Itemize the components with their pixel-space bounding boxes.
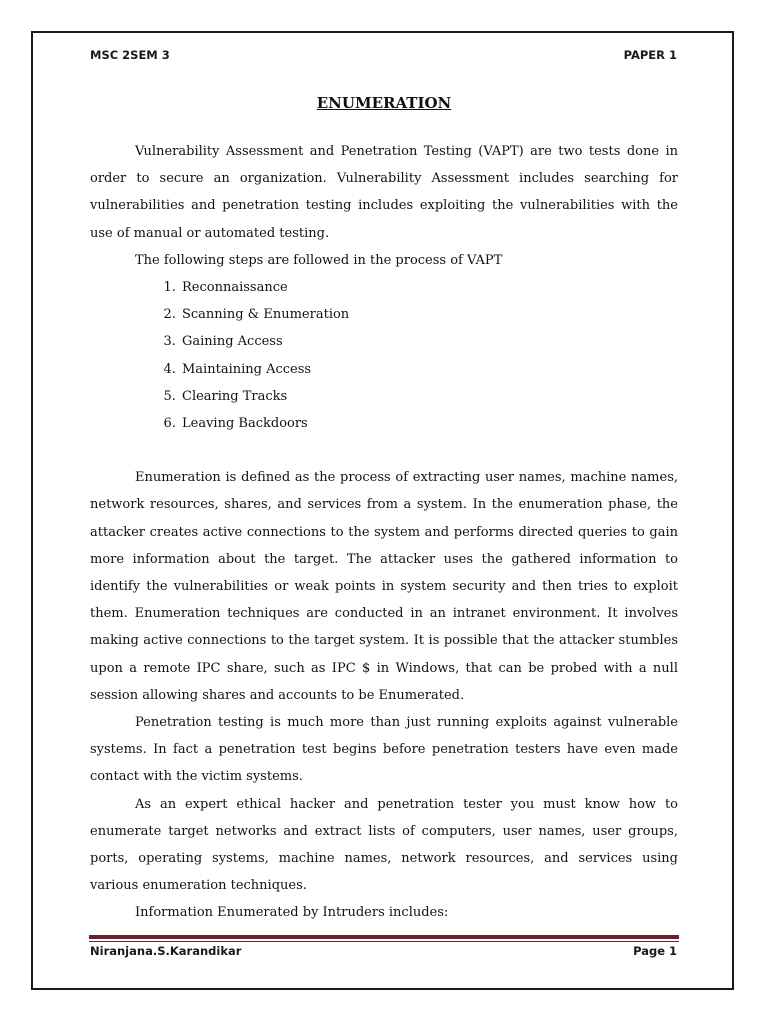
footer-rule-thick: [89, 935, 679, 939]
paragraph-ethical: As an expert ethical hacker and penetration tester you must know how to enumerate target networks and extract lists of computers, user names, user groups, ports, operating systems, machine names, network resources, and services using various enumeration techniques.: [90, 796, 678, 894]
paragraph-info: Information Enumerated by Intruders includes:: [135, 905, 449, 921]
spacer: [90, 437, 678, 464]
header-paper: PAPER 1: [623, 48, 677, 62]
list-item: 5. Clearing Tracks: [180, 383, 678, 410]
paragraph-pentest: Penetration testing is much more than just running exploits against vulnerable systems. In fact a penetration test begins before penetration testers have even made contact with the victim systems.: [90, 715, 678, 785]
list-item: 2. Scanning & Enumeration: [180, 301, 678, 328]
footer-rule-thin: [89, 941, 679, 942]
paragraph-intro: Vulnerability Assessment and Penetration Testing (VAPT) are two tests done in order to secure an organization. Vulnerability Assessment includes searching for vulnerabilities and penetration testing includes exploiting the vulnerabilities with the use of manual or automated testing.: [90, 144, 678, 241]
paragraph-steps-intro: The following steps are followed in the process of VAPT: [135, 252, 503, 268]
footer-author: Niranjana.S.Karandikar: [90, 944, 242, 958]
document-title: ENUMERATION: [316, 94, 452, 112]
document-body: [90, 138, 678, 927]
list-item: 3. Gaining Access: [180, 328, 678, 355]
paragraph-enumeration: Enumeration is defined as the process of extracting user names, machine names, network resources, shares, and services from a system. In the enumeration phase, the attacker creates active connections to the system and performs directed queries to gain more information about the target. The attacker uses the gathered information to identify the vulnerabilities or weak points in system security and then tries to exploit them. Enumeration techniques are conducted in an intranet environment. It involves making active connections to the target system. It is possible that the attacker stumbles upon a remote IPC share, such as IPC $ in Windows, that can be probed with a null session allowing shares and accounts to be Enumerated.: [90, 470, 678, 703]
list-item: 6. Leaving Backdoors: [180, 410, 678, 437]
header-course: MSC 2SEM 3: [90, 48, 170, 62]
footer-page-number: Page 1: [633, 944, 677, 958]
list-item: 1. Reconnaissance: [180, 274, 678, 301]
list-item: 4. Maintaining Access: [180, 356, 678, 383]
vapt-steps-list: [90, 274, 678, 437]
